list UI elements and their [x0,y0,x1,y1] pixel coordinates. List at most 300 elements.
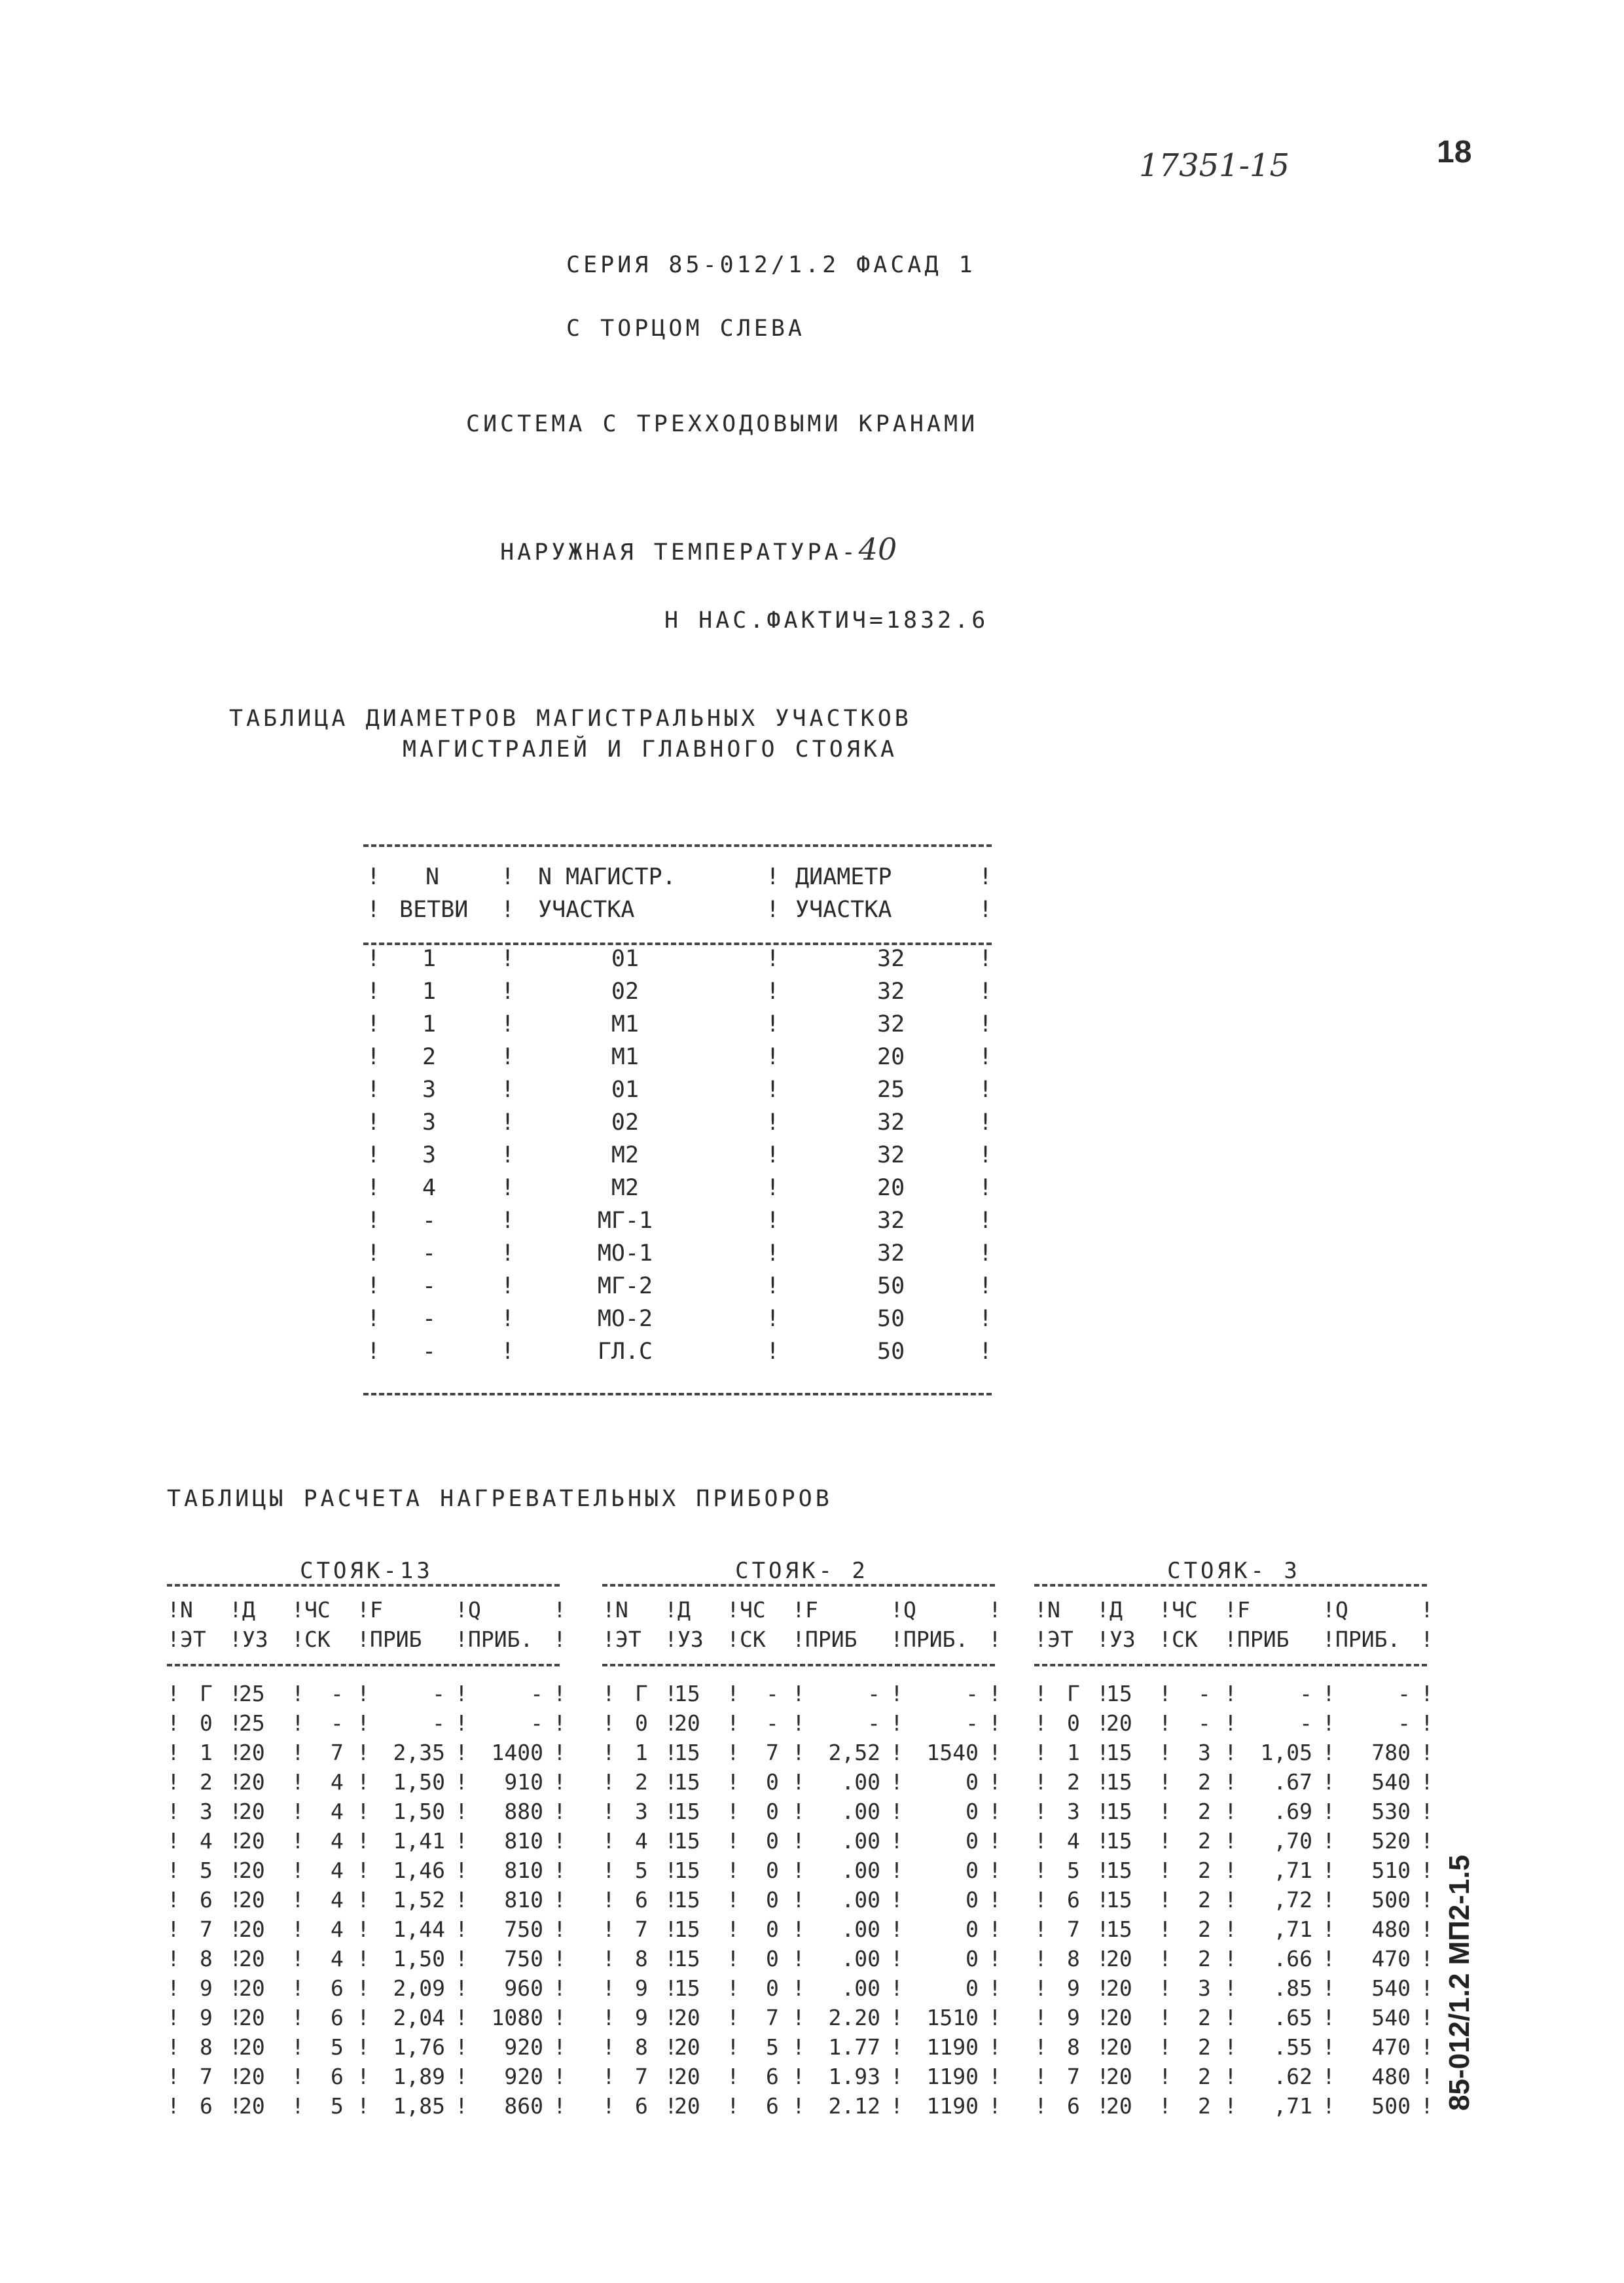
border: ! [167,1597,180,1623]
border: ! [988,2093,1001,2119]
node-diameter: 15 [1106,1858,1132,1883]
diameter-value: 20 [877,1044,905,1070]
border: ! [1034,1627,1047,1652]
border: ! [792,1597,805,1623]
floor: 5 [1067,1858,1080,1883]
heater-area: - [1299,1681,1312,1706]
row-border-left: ! [367,1339,381,1365]
node-diameter: 20 [239,1887,265,1913]
border: ! [229,1627,242,1652]
riser-data-row [167,1740,566,1769]
diameter-value: 50 [877,1339,905,1365]
sections: 3 [1198,1740,1211,1765]
row-border: ! [501,1273,515,1299]
border: ! [988,1975,1001,2001]
border: ! [455,1769,468,1795]
border: ! [727,2005,740,2030]
border: ! [664,1887,677,1913]
sections: 2 [1198,2093,1211,2119]
heater-area: ,70 [1273,1828,1312,1854]
border: ! [664,1946,677,1971]
riser-data-row [167,1916,566,1946]
border: ! [792,1946,805,1971]
riser-data-row [167,1975,566,2005]
row-border-left: ! [367,1175,381,1201]
border: ! [1322,1740,1335,1765]
border: ! [1159,1828,1172,1854]
section-name: МО-2 [597,1306,653,1332]
border: ! [1159,2093,1172,2119]
border: ! [664,1828,677,1854]
riser-data-row [1034,1710,1434,1740]
node-diameter: 25 [239,1710,265,1736]
node-diameter: 15 [1106,1769,1132,1795]
heater-heat: 0 [965,1946,979,1971]
heater-heat: 500 [1371,1887,1411,1913]
header-diameter: УЗ [677,1627,704,1652]
border: ! [664,1769,677,1795]
row-border: ! [766,1273,780,1299]
row-border: ! [766,1306,780,1332]
border: ! [167,1828,180,1854]
sections: 0 [766,1946,779,1971]
diameter-value: 32 [877,1208,905,1234]
row-border: ! [501,979,515,1005]
border: ! [455,1740,468,1765]
border: ! [988,1916,1001,1942]
row-border-right: ! [979,946,993,972]
riser-data-row [602,2034,1001,2064]
sections: 0 [766,1916,779,1942]
node-diameter: 20 [239,1799,265,1824]
sections: 4 [331,1887,344,1913]
border: ! [1224,1681,1237,1706]
header-sections: ЧС [1172,1597,1198,1623]
border: ! [1096,1946,1110,1971]
border: ! [727,1769,740,1795]
border: ! [602,1740,615,1765]
border: ! [291,2093,304,2119]
diameter-table-row [367,1240,995,1273]
heater-heat: 540 [1371,1769,1411,1795]
border: ! [1224,2005,1237,2030]
sections: 6 [766,2093,779,2119]
heater-area: ,71 [1273,1858,1312,1883]
floor: 3 [200,1799,213,1824]
diameter-table-row [367,1011,995,1044]
border: ! [291,1740,304,1765]
sections: 4 [331,1916,344,1942]
floor: 4 [200,1828,213,1854]
border: ! [1420,1710,1434,1736]
heater-heat: 1400 [491,1740,543,1765]
floor: 9 [1067,2005,1080,2030]
riser-data-row [602,2005,1001,2034]
border: ! [988,1710,1001,1736]
sections: 6 [331,2064,344,2089]
border: ! [1159,1627,1172,1652]
border: ! [229,1597,242,1623]
row-border: ! [501,1208,515,1234]
border: ! [455,1975,468,2001]
border: ! [1322,1769,1335,1795]
border: ! [1034,1828,1047,1854]
header-diameter-line2: УЧАСТКА [795,897,892,923]
section-name: ГЛ.С [597,1339,653,1365]
node-diameter: 20 [239,2034,265,2060]
border: ! [1159,1975,1172,2001]
heater-heat: 0 [965,1858,979,1883]
row-border: ! [501,1142,515,1168]
riser-header-row [602,1597,1001,1627]
diameter-table-row [367,946,995,979]
diameter-table-title-2: МАГИСТРАЛЕЙ И ГЛАВНОГО СТОЯКА [403,736,898,763]
row-border: ! [766,979,780,1005]
border: ! [1034,1740,1047,1765]
border: ! [727,2064,740,2089]
border: ! [357,1946,370,1971]
node-diameter: 15 [1106,1681,1132,1706]
diameter-table-row [367,1339,995,1371]
border: ! [1159,1946,1172,1971]
floor: 1 [635,1740,648,1765]
border: ! [229,1681,242,1706]
border: ! [167,2005,180,2030]
floor: 5 [635,1858,648,1883]
border: ! [1322,1946,1335,1971]
border: ! [1224,1887,1237,1913]
border: ! [1159,1681,1172,1706]
row-border-left: ! [367,1273,381,1299]
border: ! [602,2064,615,2089]
header-area: ПРИБ [805,1627,857,1652]
diameter-value: 32 [877,979,905,1005]
border: ! [167,1627,180,1652]
sections: 4 [331,1858,344,1883]
border: ! [1096,1799,1110,1824]
temperature-line [466,505,897,567]
floor: 7 [1067,2064,1080,2089]
sections: - [331,1681,344,1706]
node-diameter: 15 [1106,1740,1132,1765]
heater-heat: 1540 [926,1740,979,1765]
node-diameter: 15 [674,1799,700,1824]
page-number: 18 [1437,135,1472,170]
branch-number: - [422,1240,437,1267]
heater-area: .00 [841,1946,880,1971]
border: ! [553,1597,566,1623]
branch-number: - [422,1208,437,1234]
row-border-right: ! [979,1240,993,1267]
border: ! [1322,1916,1335,1942]
border: ! [229,2005,242,2030]
border: ! [890,1946,903,1971]
node-diameter: 15 [674,1769,700,1795]
sections: 5 [331,2093,344,2119]
border: ! [1034,1946,1047,1971]
header-floor: ЭТ [1047,1627,1074,1652]
border: ! [291,1710,304,1736]
border: ! [602,2005,615,2030]
node-diameter: 20 [239,1858,265,1883]
sections: 6 [331,1975,344,2001]
row-border: ! [501,1240,515,1267]
border: ! [455,1710,468,1736]
header-heat: Q [1335,1597,1348,1623]
diameter-table-header-1: ! N ! N МАГИСТР. ! ДИАМЕТР ! [367,864,993,890]
branch-number: 3 [422,1077,437,1103]
node-diameter: 20 [239,1946,265,1971]
row-border: ! [766,1044,780,1070]
row-border-right: ! [979,1273,993,1299]
heater-area: ,72 [1273,1887,1312,1913]
border: ! [664,1681,677,1706]
border: ! [291,1769,304,1795]
header-area: ПРИБ [1237,1627,1290,1652]
floor: 1 [200,1740,213,1765]
node-diameter: 20 [239,2064,265,2089]
node-diameter: 20 [674,2005,700,2030]
border: ! [890,2034,903,2060]
border: ! [890,1597,903,1623]
heater-area: 1,44 [393,1916,445,1942]
border: ! [1322,2034,1335,2060]
border: ! [602,1627,615,1652]
border: ! [357,1799,370,1824]
heater-heat: 860 [504,2093,543,2119]
diameter-value: 32 [877,1240,905,1267]
node-diameter: 20 [1106,1946,1132,1971]
border: ! [890,1828,903,1854]
border: ! [167,1887,180,1913]
border: ! [1420,2064,1434,2089]
border: ! [792,1975,805,2001]
sections: 4 [331,1769,344,1795]
border: ! [727,1946,740,1971]
sections: 5 [766,2034,779,2060]
row-border-left: ! [367,1044,381,1070]
heater-heat: 0 [965,1975,979,2001]
border: ! [1224,1597,1237,1623]
border: ! [553,1681,566,1706]
heater-area: .00 [841,1828,880,1854]
border: ! [664,2005,677,2030]
header-heat: ПРИБ. [468,1627,533,1652]
heater-area: 1,85 [393,2093,445,2119]
riser-data-row [602,1799,1001,1828]
floor: 0 [635,1710,648,1736]
border: ! [988,1828,1001,1854]
riser-data-row [167,2093,566,2123]
border: ! [1034,1681,1047,1706]
node-diameter: 15 [674,1740,700,1765]
floor: 4 [1067,1828,1080,1854]
riser-table-13 [167,1558,566,2123]
riser-data-row [602,1946,1001,1975]
section-name: 01 [611,946,640,972]
border: ! [167,2034,180,2060]
riser-data-row [602,1858,1001,1887]
row-border: ! [766,1109,780,1136]
riser-data-row [167,1710,566,1740]
branch-number: 2 [422,1044,437,1070]
border: ! [553,1946,566,1971]
heater-area: 1,41 [393,1828,445,1854]
heater-area: - [867,1710,880,1736]
sections: 2 [1198,1858,1211,1883]
heater-heat: 0 [965,1799,979,1824]
node-diameter: 20 [239,1916,265,1942]
diameter-table-row [367,1044,995,1077]
riser-data-row [602,1828,1001,1858]
heater-heat: - [530,1710,543,1736]
border: ! [229,1740,242,1765]
riser-header-row [602,1627,1001,1656]
sections: 2 [1198,2034,1211,2060]
floor: 7 [635,2064,648,2089]
border: ! [1420,1799,1434,1824]
border: ! [357,1769,370,1795]
sections: 2 [1198,1916,1211,1942]
border: ! [988,1946,1001,1971]
section-name: МГ-2 [597,1273,653,1299]
floor: 6 [1067,2093,1080,2119]
border: ! [988,1799,1001,1824]
row-border-right: ! [979,1306,993,1332]
border: ! [553,2005,566,2030]
border: ! [1420,1597,1434,1623]
border: ! [291,1828,304,1854]
border: ! [988,1769,1001,1795]
border: ! [455,1627,468,1652]
border: ! [229,1828,242,1854]
row-border-left: ! [367,1208,381,1234]
border: ! [1159,1740,1172,1765]
border: ! [1096,2064,1110,2089]
border: ! [291,2064,304,2089]
heater-heat: 0 [965,1887,979,1913]
riser-header-row [1034,1597,1434,1627]
border: ! [602,1710,615,1736]
border: ! [602,1597,615,1623]
heater-area: ,71 [1273,1916,1312,1942]
section-name: М2 [611,1175,640,1201]
border: ! [727,1799,740,1824]
header-floor: N [615,1597,628,1623]
border: ! [229,1975,242,2001]
temperature-value: 40 [858,531,897,567]
floor: 9 [635,2005,648,2030]
border: ! [1096,1887,1110,1913]
diameter-value: 32 [877,1142,905,1168]
border: ! [455,1887,468,1913]
riser-data-row [167,1858,566,1887]
row-border-left: ! [367,1109,381,1136]
diameter-table-row [367,979,995,1011]
floor: 3 [1067,1799,1080,1824]
border: ! [553,1799,566,1824]
riser-data-row [167,2034,566,2064]
border: ! [1096,2034,1110,2060]
border: ! [664,2093,677,2119]
border: ! [1224,2034,1237,2060]
heater-area: 1.93 [828,2064,880,2089]
sections: 7 [331,1740,344,1765]
border: ! [455,2093,468,2119]
border: ! [1322,2064,1335,2089]
riser-data-row [1034,1769,1434,1799]
floor: 8 [635,2034,648,2060]
border: ! [553,2093,566,2119]
riser-data-row [1034,1887,1434,1916]
heater-area: 1,46 [393,1858,445,1883]
riser-data-row [1034,2064,1434,2093]
border: ! [1096,1740,1110,1765]
heater-heat: 1190 [926,2064,979,2089]
row-border-left: ! [367,1011,381,1037]
border: ! [1420,2093,1434,2119]
header-floor: ЭТ [615,1627,641,1652]
floor: 8 [1067,2034,1080,2060]
sections: - [1198,1681,1211,1706]
border: ! [890,1740,903,1765]
border: ! [229,1799,242,1824]
riser-data-row [602,1769,1001,1799]
header-branch-line1: N [425,864,440,890]
border: ! [1420,1858,1434,1883]
node-diameter: 20 [674,2093,700,2119]
node-diameter: 15 [1106,1828,1132,1854]
border: ! [291,1597,304,1623]
row-border: ! [501,1306,515,1332]
border: ! [727,1828,740,1854]
border: ! [890,1769,903,1795]
node-diameter: 15 [1106,1887,1132,1913]
border: ! [1420,1627,1434,1652]
diameter-table-row [367,1208,995,1240]
border: ! [1034,1858,1047,1883]
border: ! [1224,1916,1237,1942]
node-diameter: 15 [674,1828,700,1854]
heater-heat: 0 [965,1769,979,1795]
border: ! [167,2093,180,2119]
border: ! [357,2005,370,2030]
border: ! [727,1710,740,1736]
border: ! [727,1740,740,1765]
border: ! [1096,1975,1110,2001]
heater-heat: 500 [1371,2093,1411,2119]
sections: 7 [766,2005,779,2030]
sections: 0 [766,1799,779,1824]
border: ! [664,1799,677,1824]
heater-area: .62 [1273,2064,1312,2089]
header-floor: N [1047,1597,1060,1623]
sections: 3 [1198,1975,1211,2001]
row-border: ! [766,1011,780,1037]
border: ! [553,1769,566,1795]
border: ! [357,1627,370,1652]
row-border-left: ! [367,1077,381,1103]
diameter-table-title-1: ТАБЛИЦА ДИАМЕТРОВ МАГИСТРАЛЬНЫХ УЧАСТКОВ [229,706,912,732]
border: ! [1034,1710,1047,1736]
border: ! [1322,2093,1335,2119]
riser-data-row [167,1681,566,1710]
border: ! [167,1769,180,1795]
riser-data-row [602,2093,1001,2123]
border: ! [1096,1681,1110,1706]
row-border-right: ! [979,1044,993,1070]
heater-area: 1,52 [393,1887,445,1913]
